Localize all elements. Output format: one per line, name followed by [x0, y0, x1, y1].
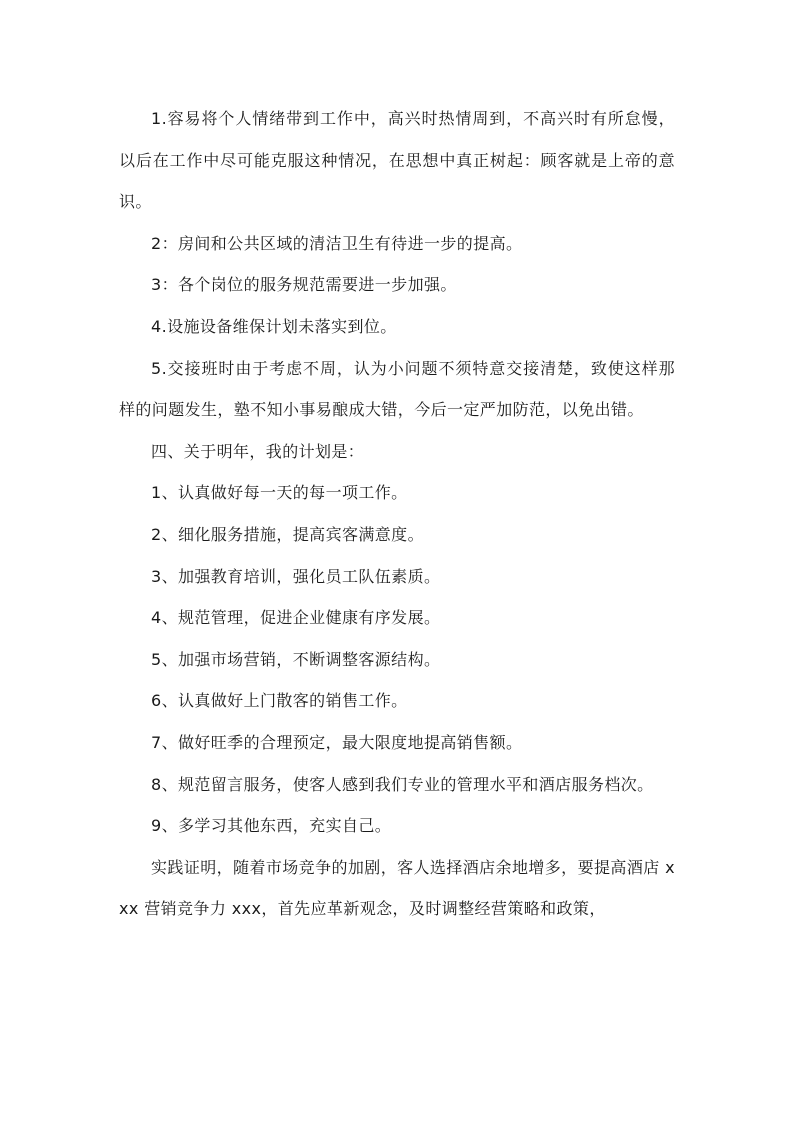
paragraph-issue-5: 5.交接班时由于考虑不周，认为小问题不须特意交接清楚，致使这样那样的问题发生，塾不知小事易酿成大错，今后一定严加防范，以免出错。	[119, 358, 675, 420]
plan-item-1: 1、认真做好每一天的每一项工作。	[151, 483, 408, 503]
plan-item-8: 8、规范留言服务，使客人感到我们专业的管理水平和酒店服务档次。	[151, 774, 654, 794]
plan-item-6: 6、认真做好上门散客的销售工作。	[151, 691, 408, 711]
plan-item-5: 5、加强市场营销，不断调整客源结构。	[151, 649, 441, 669]
paragraph-conclusion: 实践证明，随着市场竞争的加剧，客人选择酒店余地增多，要提高酒店 xxx 营销竞争力 xxx，首先应革新观念，及时调整经营策略和政策，	[119, 857, 675, 919]
paragraph-issue-1: 1.容易将个人情绪带到工作中，高兴时热情周到，不高兴时有所怠慢，以后在工作中尽可能克服这种情况，在思想中真正树起：顾客就是上帝的意识。	[119, 109, 675, 212]
plan-item-3: 3、加强教育培训，强化员工队伍素质。	[151, 566, 441, 586]
section-heading-next-year-plan: 四、关于明年，我的计划是：	[151, 441, 365, 461]
plan-item-4: 4、规范管理，促进企业健康有序发展。	[151, 608, 441, 628]
paragraph-issue-3: 3：各个岗位的服务规范需要进一步加强。	[151, 275, 457, 295]
document-page	[119, 98, 675, 930]
paragraph-issue-4: 4.设施设备维保计划未落实到位。	[151, 316, 397, 336]
plan-item-7: 7、做好旺季的合理预定，最大限度地提高销售额。	[151, 732, 523, 752]
paragraph-issue-2: 2：房间和公共区域的清洁卫生有待进一步的提高。	[151, 233, 523, 253]
plan-item-2: 2、细化服务措施，提高宾客满意度。	[151, 524, 424, 544]
plan-item-9: 9、多学习其他东西，充实自己。	[151, 816, 392, 836]
